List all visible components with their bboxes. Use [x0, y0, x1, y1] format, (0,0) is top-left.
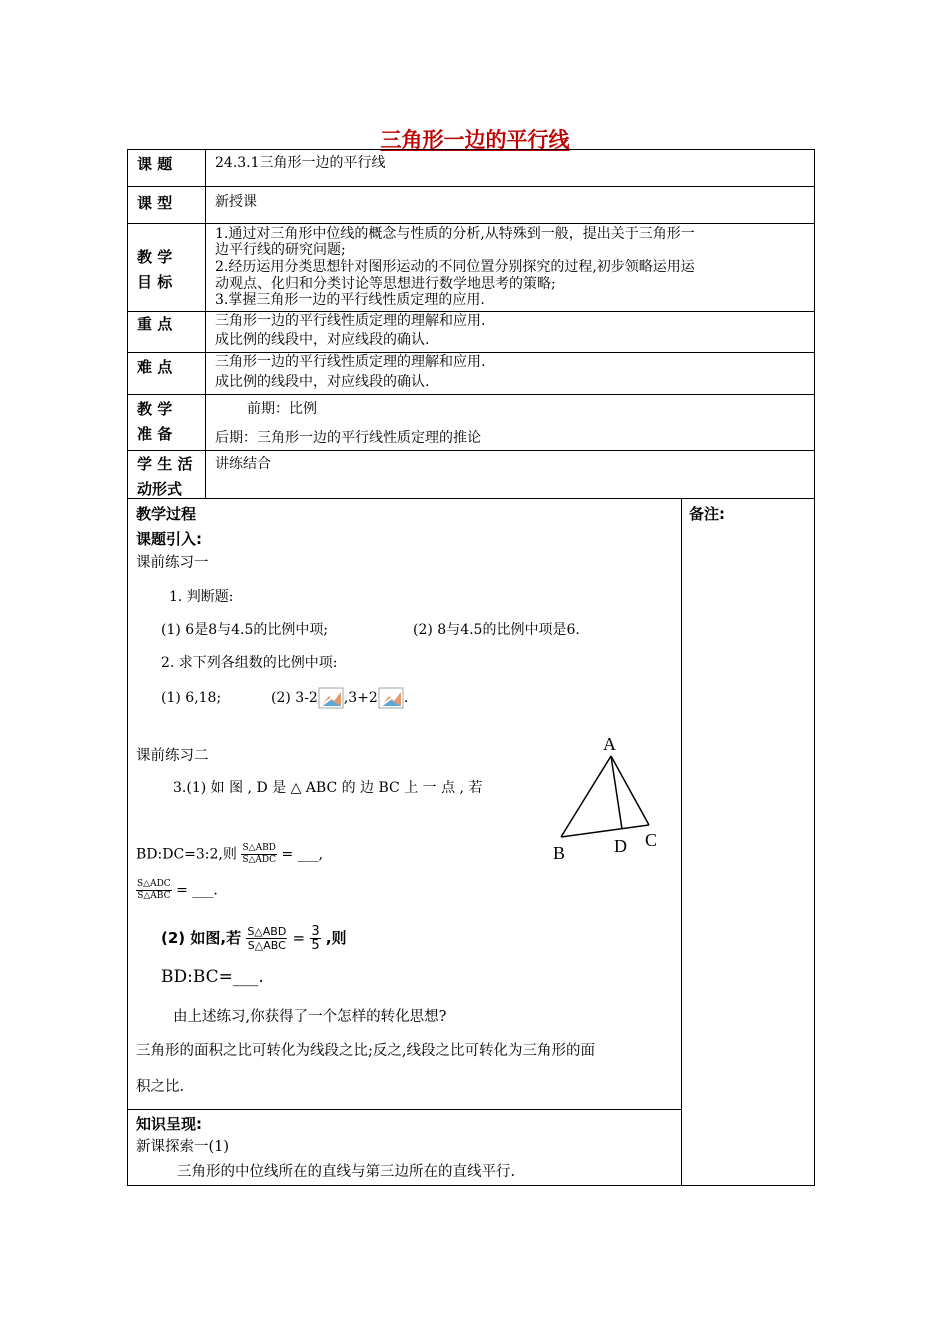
- goal-line-3: 2.经历运用分类思想针对图形运动的不同位置分别探究的过程,初步领略运用运: [215, 259, 695, 275]
- fraction-adc-abc: [136, 879, 172, 902]
- reflect-answer-1: 三角形的面积之比可转化为线段之比;反之,线段之比可转化为三角形的面: [136, 1043, 595, 1059]
- prep-label-1: 教 学: [137, 400, 173, 418]
- explore-heading: 新课探索一(1): [136, 1139, 230, 1155]
- exercise-1-heading: 课前练习一: [136, 555, 209, 571]
- question-1a: (1) 6是8与4.5的比例中项;: [161, 622, 329, 638]
- intro-heading: 课题引入:: [136, 530, 202, 548]
- fraction-den: S△ABC: [137, 891, 171, 901]
- question-2: 2. 求下列各组数的比例中项:: [161, 655, 338, 671]
- triangle-abc-figure: [547, 731, 667, 861]
- goal-line-4: 动观点、化归和分类讨论等思想进行数学地思考的策略;: [215, 276, 556, 292]
- prep-line-1: 前期：比例: [247, 401, 317, 417]
- activity-label-2: 动形式: [137, 480, 183, 498]
- question-3b-suffix: ,则: [325, 929, 347, 947]
- question-2b: [271, 687, 408, 709]
- topic-value: 24.3.1三角形一边的平行线: [215, 155, 386, 171]
- notes-label: 备注:: [689, 505, 725, 523]
- question-1: 1. 判断题:: [169, 589, 234, 605]
- goal-line-1: 1.通过对三角形中位线的概念与性质的分析,从特殊到一般，提出关于三角形一: [215, 226, 695, 242]
- question-3b: (2) 如图,若 $\frac{\text{S△ABD}}{\text{S△ABC}}$ = $\frac{3}{5}$ ,则: [161, 924, 347, 953]
- side-bc: [561, 825, 649, 837]
- question-3b-answer: BD:BC=___.: [161, 967, 264, 987]
- side-ab: [561, 756, 611, 837]
- topic-label: 课 题: [137, 155, 173, 173]
- goals-label-2: 目 标: [137, 273, 173, 291]
- fraction-three-fifths: [310, 925, 320, 952]
- difficult-line-2: 成比例的线段中，对应线段的确认.: [215, 374, 430, 390]
- goal-line-5: 3.掌握三角形一边的平行线性质定理的应用.: [215, 292, 485, 308]
- blank-2: = ___.: [176, 882, 218, 899]
- explore-text: 三角形的中位线所在的直线与第三边所在的直线平行.: [177, 1164, 516, 1180]
- reflect-answer-2: 积之比.: [136, 1079, 185, 1095]
- type-value-cell: [205, 186, 815, 224]
- vertex-b: B: [553, 843, 566, 861]
- activity-value: 讲练结合: [215, 456, 271, 472]
- vertex-c: C: [645, 830, 658, 850]
- exercise-2-heading: 课前练习二: [136, 748, 209, 764]
- process-heading: 教学过程: [136, 505, 197, 523]
- question-3: 3.(1) 如 图 , D 是 △ ABC 的 边 BC 上 一 点 , 若: [173, 780, 483, 796]
- prep-line-2: 后期：三角形一边的平行线性质定理的推论: [215, 430, 481, 446]
- key-label: 重 点: [137, 315, 173, 333]
- vertex-a: A: [603, 734, 616, 754]
- ratio-text: BD:DC=3:2,则: [136, 846, 237, 863]
- vertex-d: D: [614, 836, 627, 856]
- fraction-den: S△ADC: [242, 855, 277, 865]
- fraction-den: S△ABC: [247, 939, 286, 952]
- question-2b-prefix: (2) 3-2: [271, 690, 318, 706]
- fraction-den: 5: [311, 938, 320, 953]
- activity-value-cell: [205, 450, 815, 499]
- question-3-ratio-2: [136, 879, 218, 902]
- fraction-abd-abc: [246, 925, 287, 952]
- page-title: 三角形一边的平行线: [380, 128, 570, 152]
- fraction-abd-adc: [241, 843, 277, 866]
- type-label: 课 型: [137, 194, 173, 212]
- reflect-question: 由上述练习,你获得了一个怎样的转化思想?: [173, 1009, 447, 1025]
- question-2b-end: .: [403, 690, 409, 706]
- type-value: 新授课: [215, 194, 257, 210]
- broken-image-icon: [318, 687, 344, 709]
- fraction-num: 3: [311, 924, 320, 939]
- question-3-ratio: [136, 843, 323, 866]
- question-3b-prefix: (2) 如图,若: [161, 929, 242, 947]
- activity-label-1: 学 生 活: [137, 455, 193, 473]
- question-2b-mid: ,3+2: [343, 690, 378, 706]
- key-line-2: 成比例的线段中，对应线段的确认.: [215, 332, 430, 348]
- question-1b: (2) 8与4.5的比例中项是6.: [413, 622, 580, 638]
- goals-label-1: 教 学: [137, 248, 173, 266]
- lesson-plan-table: [127, 149, 815, 1186]
- fraction-num: S△ABD: [247, 925, 287, 938]
- fraction-num: S△ABD: [242, 843, 276, 853]
- blank-1: = ___,: [281, 846, 324, 863]
- broken-image-icon: [378, 687, 404, 709]
- goal-line-2: 边平行线的研究问题;: [215, 242, 346, 258]
- knowledge-heading: 知识呈现:: [136, 1115, 202, 1133]
- notes-cell: [681, 498, 815, 1186]
- question-2a: (1) 6,18;: [161, 690, 222, 706]
- difficult-label: 难 点: [137, 358, 173, 376]
- difficult-line-1: 三角形一边的平行线性质定理的理解和应用.: [215, 354, 486, 370]
- key-line-1: 三角形一边的平行线性质定理的理解和应用.: [215, 313, 486, 329]
- fraction-num: S△ADC: [137, 879, 171, 889]
- prep-label-2: 准 备: [137, 425, 173, 443]
